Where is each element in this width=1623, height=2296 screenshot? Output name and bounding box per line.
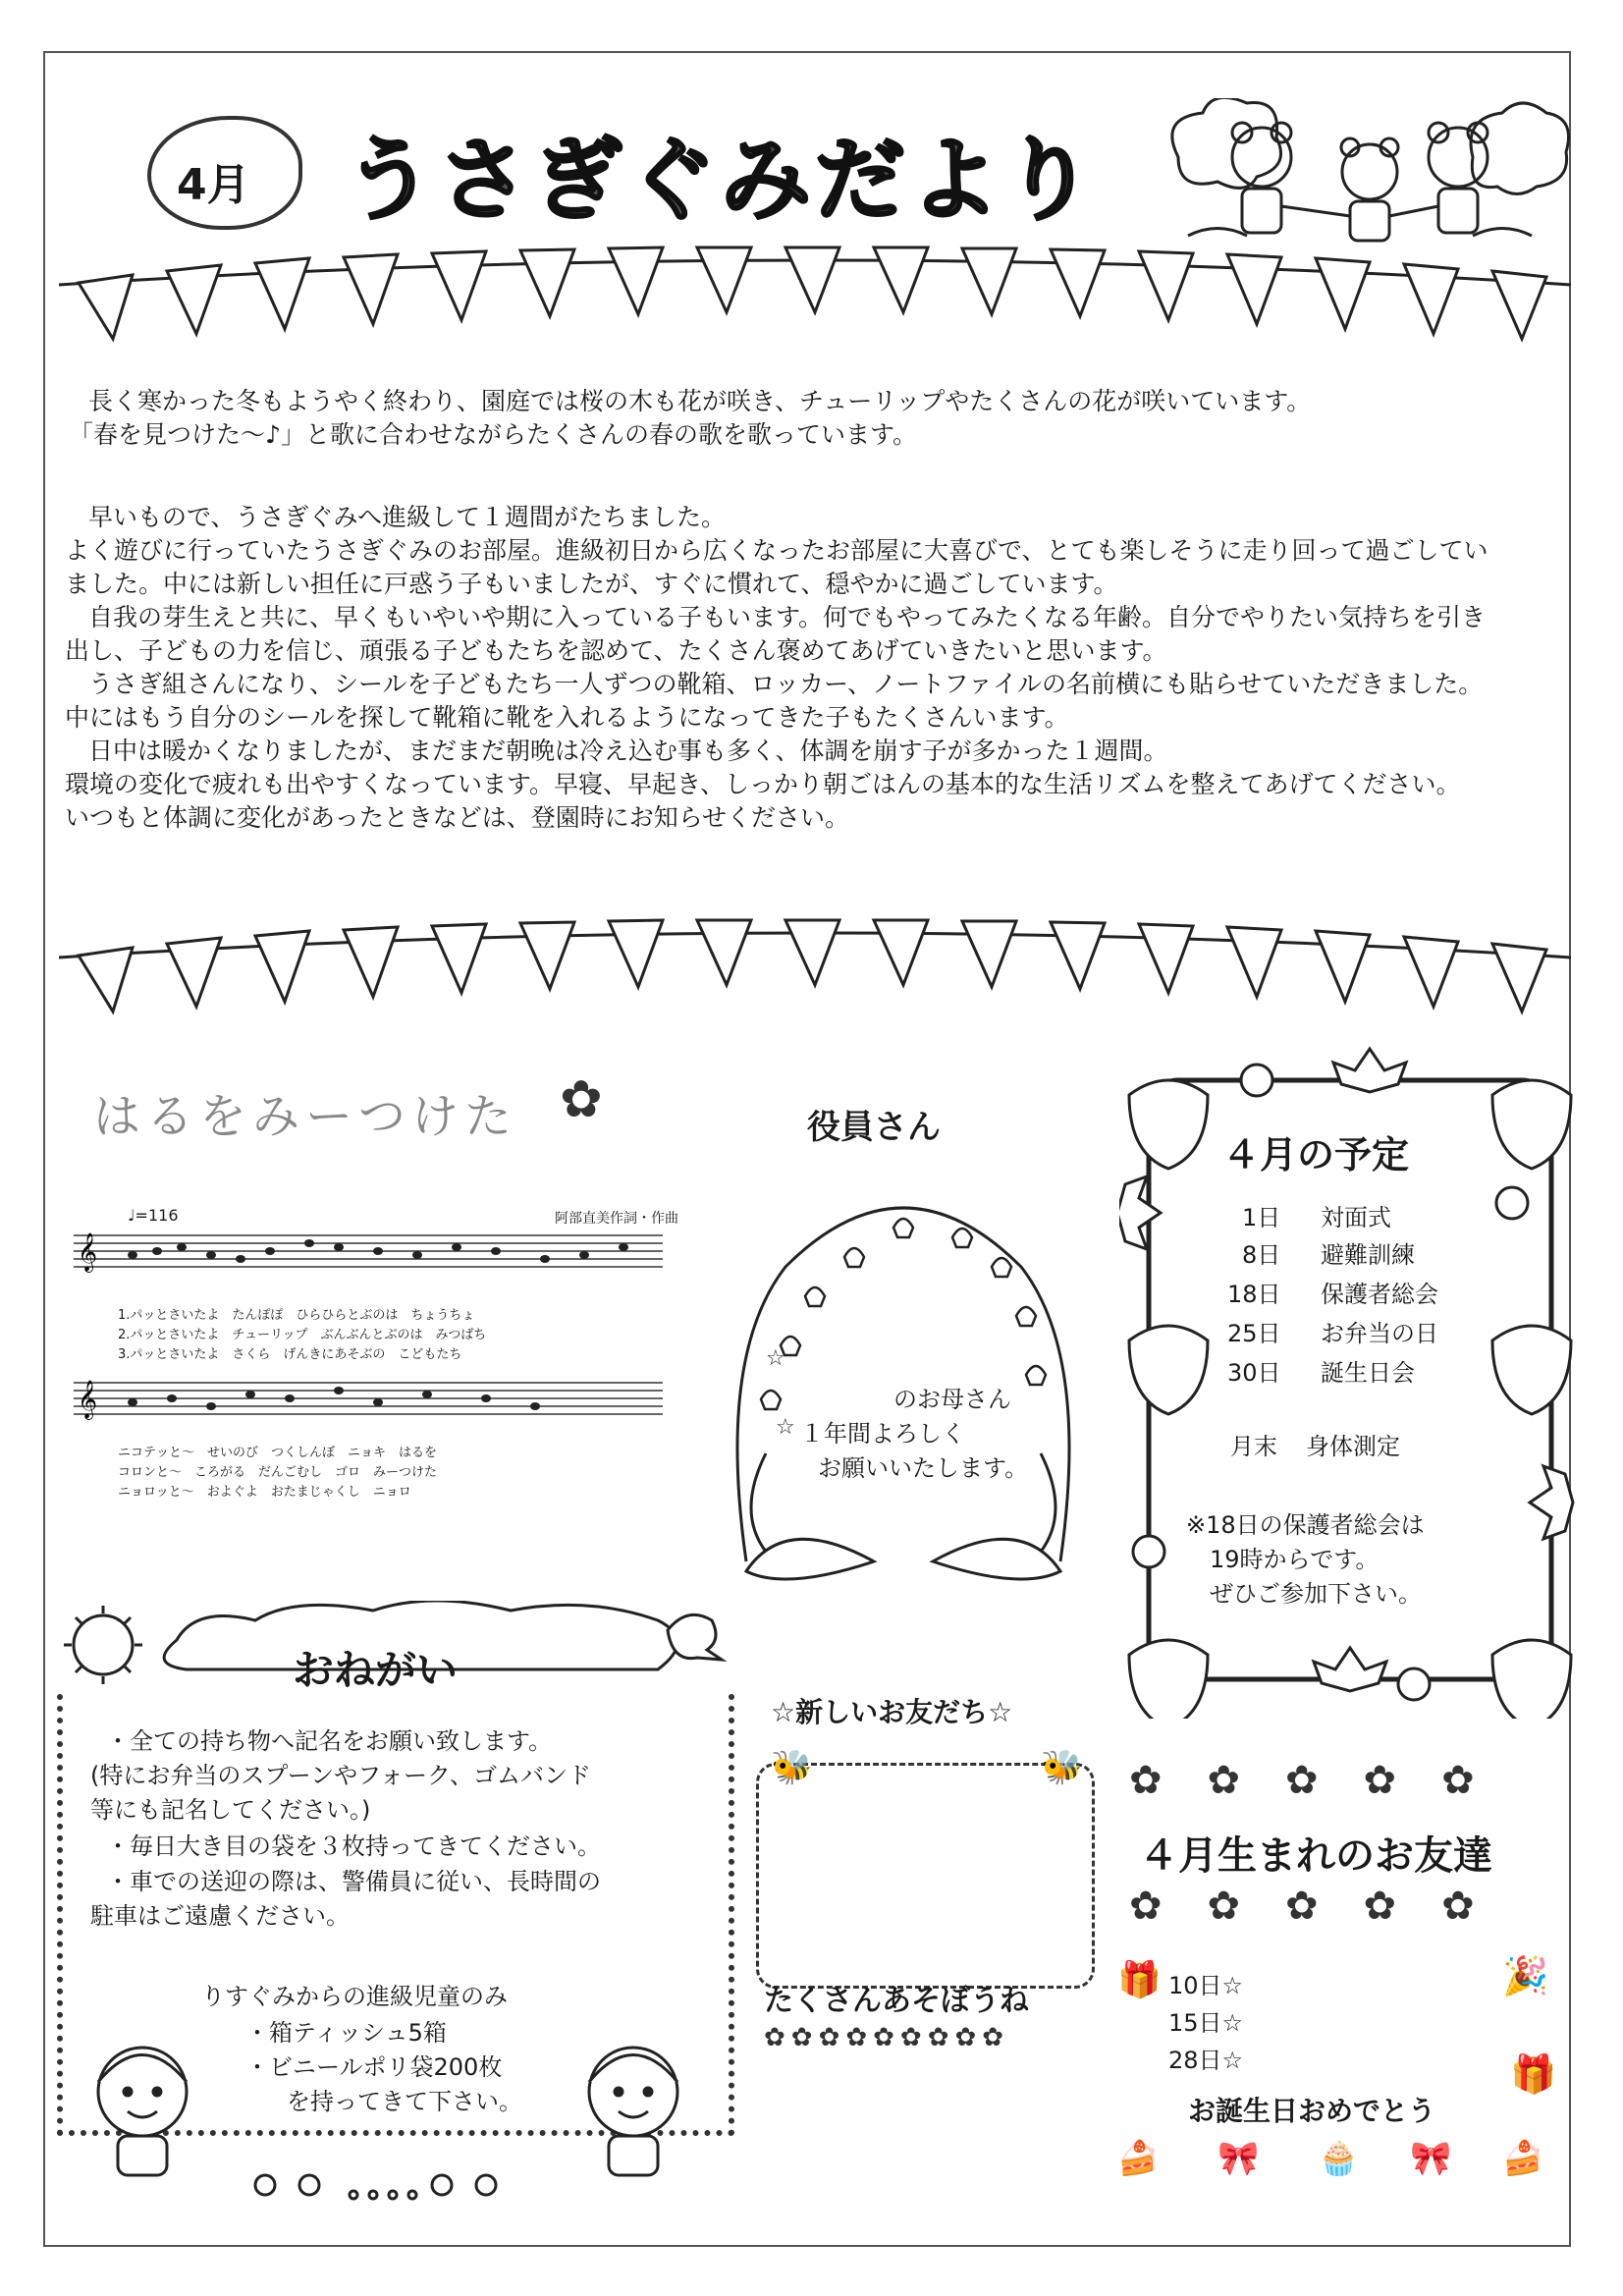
officers-title: 役員さん xyxy=(807,1108,941,1147)
svg-text:𝄞: 𝄞 xyxy=(78,1232,98,1272)
schedule-note-1: ※18日の保護者総会は xyxy=(1186,1511,1425,1539)
intro-p2-line6: うさぎ組さんになり、シールを子どもたち一人ずつの靴箱、ロッカー、ノートファイルの名前横にも貼らせていただきました。 xyxy=(88,670,1484,698)
birthday-date-1: 10日☆ xyxy=(1168,1972,1244,1999)
intro-p2-line10: いつもと体調に変化があったときなどは、登園時にお知らせください。 xyxy=(65,803,850,832)
ribbon-icon: 🎀 xyxy=(1217,2139,1260,2178)
bee-icon: 🐝 xyxy=(1041,1748,1083,1787)
birthday-date-2: 15日☆ xyxy=(1168,2009,1244,2037)
bears-illustration xyxy=(1159,98,1571,255)
flower-row-top: ✿✿✿✿✿ xyxy=(1129,1758,1520,1803)
lyrics-row2-line3: ニョロッと～ およぐよ おたまじゃくし ニョロ xyxy=(118,1485,411,1500)
cake-icon: 🍰 xyxy=(1117,2139,1160,2178)
page-title: うさぎぐみだより xyxy=(344,128,1099,233)
lyrics-row2-line1: ニコテッと～ せいのび つくしんぼ ニョキ はるを xyxy=(118,1446,438,1460)
new-friends-frame xyxy=(756,1763,1095,1989)
cupcake-icon: 🧁 xyxy=(1318,2139,1360,2178)
new-friends-footer: たくさんあそぼうね xyxy=(764,1984,1029,2018)
cake-icon: 🍰 xyxy=(1502,2139,1544,2178)
schedule-note-2: 19時からです。 xyxy=(1210,1546,1380,1573)
request-sub-4: を持ってきて下さい。 xyxy=(287,2088,522,2115)
schedule-event-5: 誕生日会 xyxy=(1321,1359,1415,1387)
lyrics-row1-line2: 2.パッとさいたよ チューリップ ぶんぶんとぶのは みつばち xyxy=(118,1328,487,1342)
request-line-2: (特にお弁当のスプーンやフォーク、ゴムバンド xyxy=(90,1762,592,1789)
flower-icon: ✿ xyxy=(560,1070,603,1129)
officers-line3: お願いいたします。 xyxy=(818,1454,1029,1482)
svg-text:𝄞: 𝄞 xyxy=(78,1380,98,1419)
request-title: おねがい xyxy=(293,1646,459,1694)
gift-icon: 🎁 xyxy=(1510,2052,1557,2096)
lyrics-row1-line3: 3.パッとさいたよ さくら げんきにあそぶの こどもたち xyxy=(118,1347,462,1362)
song-credit: 阿部直美作詞・作曲 xyxy=(555,1211,678,1227)
intro-p2-line8: 日中は暖かくなりましたが、まだまだ朝晩は冷え込む事も多く、体調を崩す子が多かった１週間。 xyxy=(88,737,1168,765)
svg-text:☆: ☆ xyxy=(766,1346,785,1371)
schedule-event-1: 対面式 xyxy=(1321,1204,1391,1231)
flower-row-bottom: ✿✿✿✿✿ xyxy=(1129,1884,1520,1929)
birthday-footer: お誕生日おめでとう xyxy=(1188,2095,1436,2127)
birthday-title: ４月生まれのお友達 xyxy=(1139,1833,1492,1879)
request-line-4: ・毎日大き目の袋を３枚持ってきてください。 xyxy=(106,1832,601,1860)
intro-p2-line1: 早いもので、うさぎぐみへ進級して１週間がたちました。 xyxy=(88,503,727,531)
schedule-day-4: 25日 xyxy=(1227,1320,1281,1347)
bunting-middle xyxy=(59,918,1571,1026)
children-illustration xyxy=(69,2023,707,2210)
schedule-month-end-day: 月末 xyxy=(1230,1433,1277,1460)
request-line-6: 駐車はご遠慮ください。 xyxy=(90,1902,350,1930)
bunting-top xyxy=(59,246,1571,354)
schedule-day-2: 8日 xyxy=(1242,1241,1281,1269)
lily-of-the-valley-frame xyxy=(707,1159,1100,1591)
request-line-5: ・車での送迎の際は、警備員に従い、長時間の xyxy=(106,1868,601,1895)
schedule-event-3: 保護者総会 xyxy=(1321,1281,1438,1308)
schedule-event-2: 避難訓練 xyxy=(1321,1241,1415,1269)
intro-p1-line1: 長く寒かった冬もようやく終わり、園庭では桜の木も花が咲き、チューリップやたくさんの花が咲いています。 xyxy=(88,387,1312,415)
request-sub-1: りすぐみからの進級児童のみ xyxy=(201,1983,508,2010)
officers-line2: １年間よろしく xyxy=(800,1420,965,1448)
schedule-title: ４月の予定 xyxy=(1222,1133,1410,1176)
birthday-date-3: 28日☆ xyxy=(1168,2047,1244,2074)
schedule-note-3: ぜひご参加下さい。 xyxy=(1210,1580,1422,1608)
intro-p2-line2: よく遊びに行っていたうさぎぐみのお部屋。進級初日から広くなったお部屋に大喜びで、とても楽しそうに走り回って過ごしてい xyxy=(65,536,1488,565)
song-title: はるをみーつけた xyxy=(93,1089,518,1144)
lyrics-row2-line2: コロンと～ ころがる だんごむし ゴロ みーつけた xyxy=(118,1465,438,1480)
svg-text:☆: ☆ xyxy=(776,1415,795,1440)
schedule-event-4: お弁当の日 xyxy=(1321,1320,1438,1347)
schedule-month-end-event: 身体測定 xyxy=(1306,1433,1400,1460)
gift-icon: 🎁 xyxy=(1117,1960,1162,2000)
intro-p2-line7: 中にはもう自分のシールを探して靴箱に靴を入れるようになってきた子もたくさんいます。 xyxy=(65,703,1069,732)
month-label: 4月 xyxy=(177,160,250,210)
intro-p2-line3: ました。中には新しい担任に戸惑う子もいましたが、すぐに慣れて、穏やかに過ごしています。 xyxy=(65,570,1118,598)
schedule-day-3: 18日 xyxy=(1227,1281,1281,1308)
lyrics-row1-line1: 1.パッとさいたよ たんぽぽ ひらひらとぶのは ちょうちょ xyxy=(118,1308,475,1323)
intro-p2-line9: 環境の変化で疲れも出やすくなっています。早寝、早起き、しっかり朝ごはんの基本的な生活リズムを整えてあげてください。 xyxy=(65,770,1461,798)
intro-p2-line5: 出し、子どもの力を信じ、頑張る子どもたちを認めて、たくさん褒めてあげていきたいと思います。 xyxy=(65,636,1167,665)
intro-p1-line2: 「春を見つけた～♪」と歌に合わせながらたくさんの春の歌を歌っています。 xyxy=(69,420,917,449)
schedule-day-5: 30日 xyxy=(1227,1359,1281,1387)
officers-line1: のお母さん xyxy=(893,1386,1011,1413)
schedule-day-1: 1日 xyxy=(1242,1204,1281,1231)
bee-icon: 🐝 xyxy=(771,1748,813,1787)
request-line-1: ・全ての持ち物へ記名をお願い致します。 xyxy=(106,1727,553,1755)
request-sub-2: ・箱ティッシュ5箱 xyxy=(245,2019,447,2047)
song-tempo: ♩=116 xyxy=(128,1206,179,1225)
new-friends-title: ☆新しいお友だち☆ xyxy=(771,1696,1013,1728)
request-line-3: 等にも記名してください。) xyxy=(90,1796,371,1824)
party-popper-icon: 🎉 xyxy=(1502,1954,1549,1997)
intro-p2-line4: 自我の芽生えと共に、早くもいやいや期に入っている子もいます。何でもやってみたくなる年齢。自分でやりたい気持ちを引き xyxy=(88,603,1487,631)
flower-row: ✿✿✿✿✿✿✿✿✿ xyxy=(764,2023,1010,2052)
ribbon-icon: 🎀 xyxy=(1410,2139,1452,2178)
request-sub-3: ・ビニールポリ袋200枚 xyxy=(245,2053,503,2081)
